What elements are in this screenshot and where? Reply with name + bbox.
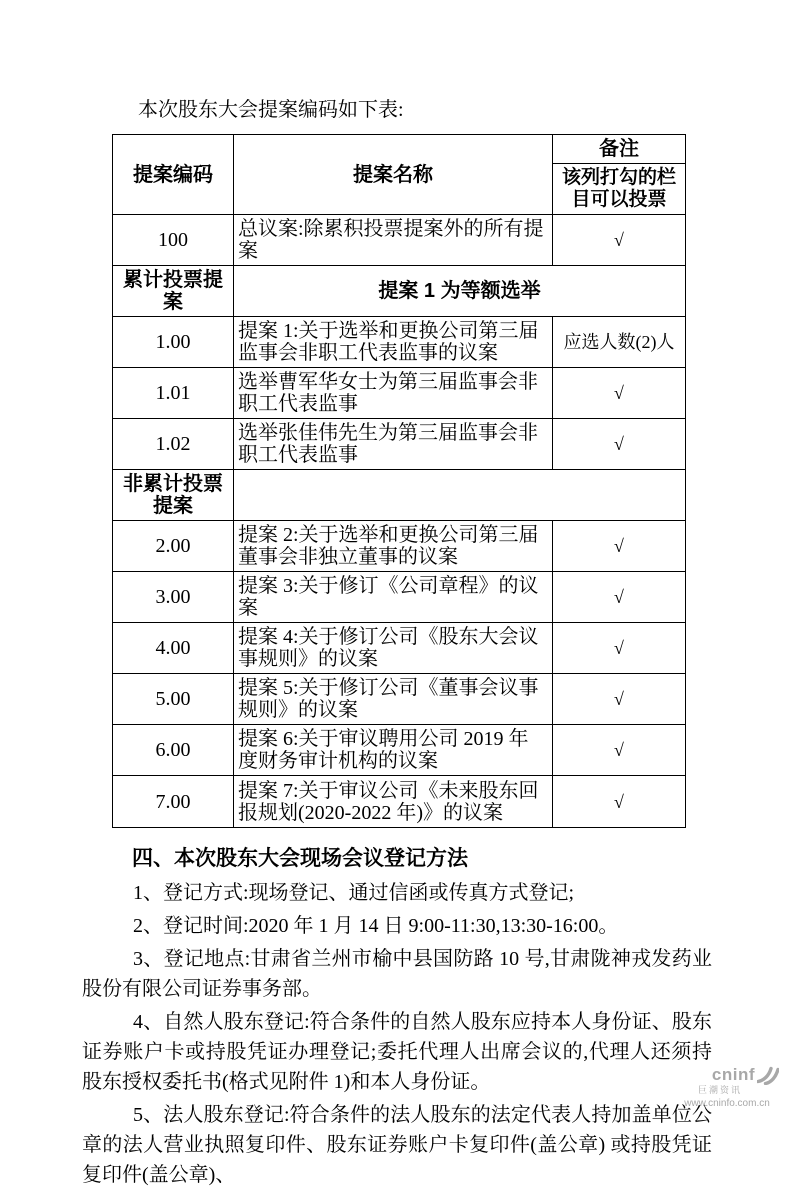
intro-text: 本次股东大会提案编码如下表: <box>138 99 404 121</box>
registration-paragraph: 1、登记方式:现场登记、通过信函或传真方式登记; <box>133 882 575 904</box>
section-label-cell: 非累计投票提案 <box>113 470 234 521</box>
remark-cell: √ <box>553 215 686 266</box>
proposal-code-cell: 100 <box>113 215 234 266</box>
remark-cell: √ <box>553 776 686 828</box>
table-row <box>113 572 686 623</box>
proposal-code-cell: 6.00 <box>113 725 234 776</box>
table-row <box>113 419 686 470</box>
proposal-name-cell: 提案 3:关于修订《公司章程》的议案 <box>234 572 553 623</box>
table-row <box>113 215 686 266</box>
proposal-name-cell: 提案 1:关于选举和更换公司第三届监事会非职工代表监事的议案 <box>234 317 553 368</box>
cninfo-logo-url: www.cninfo.com.cn <box>684 1097 770 1109</box>
cninfo-swirl-icon <box>757 1066 779 1085</box>
proposal-code-cell: 7.00 <box>113 776 234 828</box>
remark-cell: √ <box>553 521 686 572</box>
proposal-code-cell: 1.02 <box>113 419 234 470</box>
table-row <box>113 725 686 776</box>
table-row <box>113 776 686 828</box>
table-section-row <box>113 266 686 317</box>
cninfo-logo-chinese: 巨潮资讯 <box>697 1085 742 1095</box>
table-row <box>113 521 686 572</box>
header-proposal-code: 提案编码 <box>113 135 234 215</box>
table-row <box>113 317 686 368</box>
remark-cell: 应选人数(2)人 <box>553 317 686 368</box>
cninfo-logo <box>667 1066 787 1109</box>
proposal-name-cell: 提案 6:关于审议聘用公司 2019 年度财务审计机构的议案 <box>234 725 553 776</box>
registration-paragraph: 4、自然人股东登记:符合条件的自然人股东应持本人身份证、股东证券账户卡或持股凭证办理登记;委托代理人出席会议的,代理人还须持股东授权委托书(格式见附件 1)和本人身份证。 <box>82 1011 712 1093</box>
cninfo-logo-text: cninf <box>711 1065 755 1085</box>
proposal-code-cell: 1.01 <box>113 368 234 419</box>
proposal-name-cell: 提案 5:关于修订公司《董事会议事规则》的议案 <box>234 674 553 725</box>
cninfo-logo-row <box>667 1066 787 1085</box>
proposal-name-cell: 提案 7:关于审议公司《未来股东回报规划(2020-2022 年)》的议案 <box>234 776 553 828</box>
proposal-code-cell: 4.00 <box>113 623 234 674</box>
proposal-name-cell: 选举曹军华女士为第三届监事会非职工代表监事 <box>234 368 553 419</box>
section-heading: 四、本次股东大会现场会议登记方法 <box>132 847 468 870</box>
header-remark-note: 该列打勾的栏目可以投票 <box>553 164 686 215</box>
table-header-row <box>113 135 686 164</box>
section-note-cell: 提案 1 为等额选举 <box>234 266 686 317</box>
proposal-name-cell: 选举张佳伟先生为第三届监事会非职工代表监事 <box>234 419 553 470</box>
registration-paragraph: 3、登记地点:甘肃省兰州市榆中县国防路 10 号,甘肃陇神戎发药业股份有限公司证券事务部。 <box>82 948 712 1000</box>
header-remark: 备注 <box>553 135 686 164</box>
table-row <box>113 368 686 419</box>
proposal-table <box>112 134 686 828</box>
proposal-code-cell: 1.00 <box>113 317 234 368</box>
remark-cell: √ <box>553 623 686 674</box>
header-proposal-name: 提案名称 <box>234 135 553 215</box>
proposal-code-cell: 5.00 <box>113 674 234 725</box>
remark-cell: √ <box>553 725 686 776</box>
registration-paragraph: 2、登记时间:2020 年 1 月 14 日 9:00-11:30,13:30-16:00。 <box>133 915 619 937</box>
proposal-code-cell: 2.00 <box>113 521 234 572</box>
remark-cell: √ <box>553 368 686 419</box>
proposal-name-cell: 总议案:除累积投票提案外的所有提案 <box>234 215 553 266</box>
section-note-cell <box>234 470 686 521</box>
proposal-name-cell: 提案 2:关于选举和更换公司第三届董事会非独立董事的议案 <box>234 521 553 572</box>
document-page <box>82 96 712 1193</box>
table-section-row <box>113 470 686 521</box>
table-row <box>113 623 686 674</box>
proposal-code-cell: 3.00 <box>113 572 234 623</box>
remark-cell: √ <box>553 572 686 623</box>
proposal-name-cell: 提案 4:关于修订公司《股东大会议事规则》的议案 <box>234 623 553 674</box>
remark-cell: √ <box>553 419 686 470</box>
section-label-cell: 累计投票提案 <box>113 266 234 317</box>
registration-paragraph: 5、法人股东登记:符合条件的法人股东的法定代表人持加盖单位公章的法人营业执照复印件、股东证券账户卡复印件(盖公章) 或持股凭证复印件(盖公章)、 <box>82 1104 712 1186</box>
remark-cell: √ <box>553 674 686 725</box>
table-row <box>113 674 686 725</box>
